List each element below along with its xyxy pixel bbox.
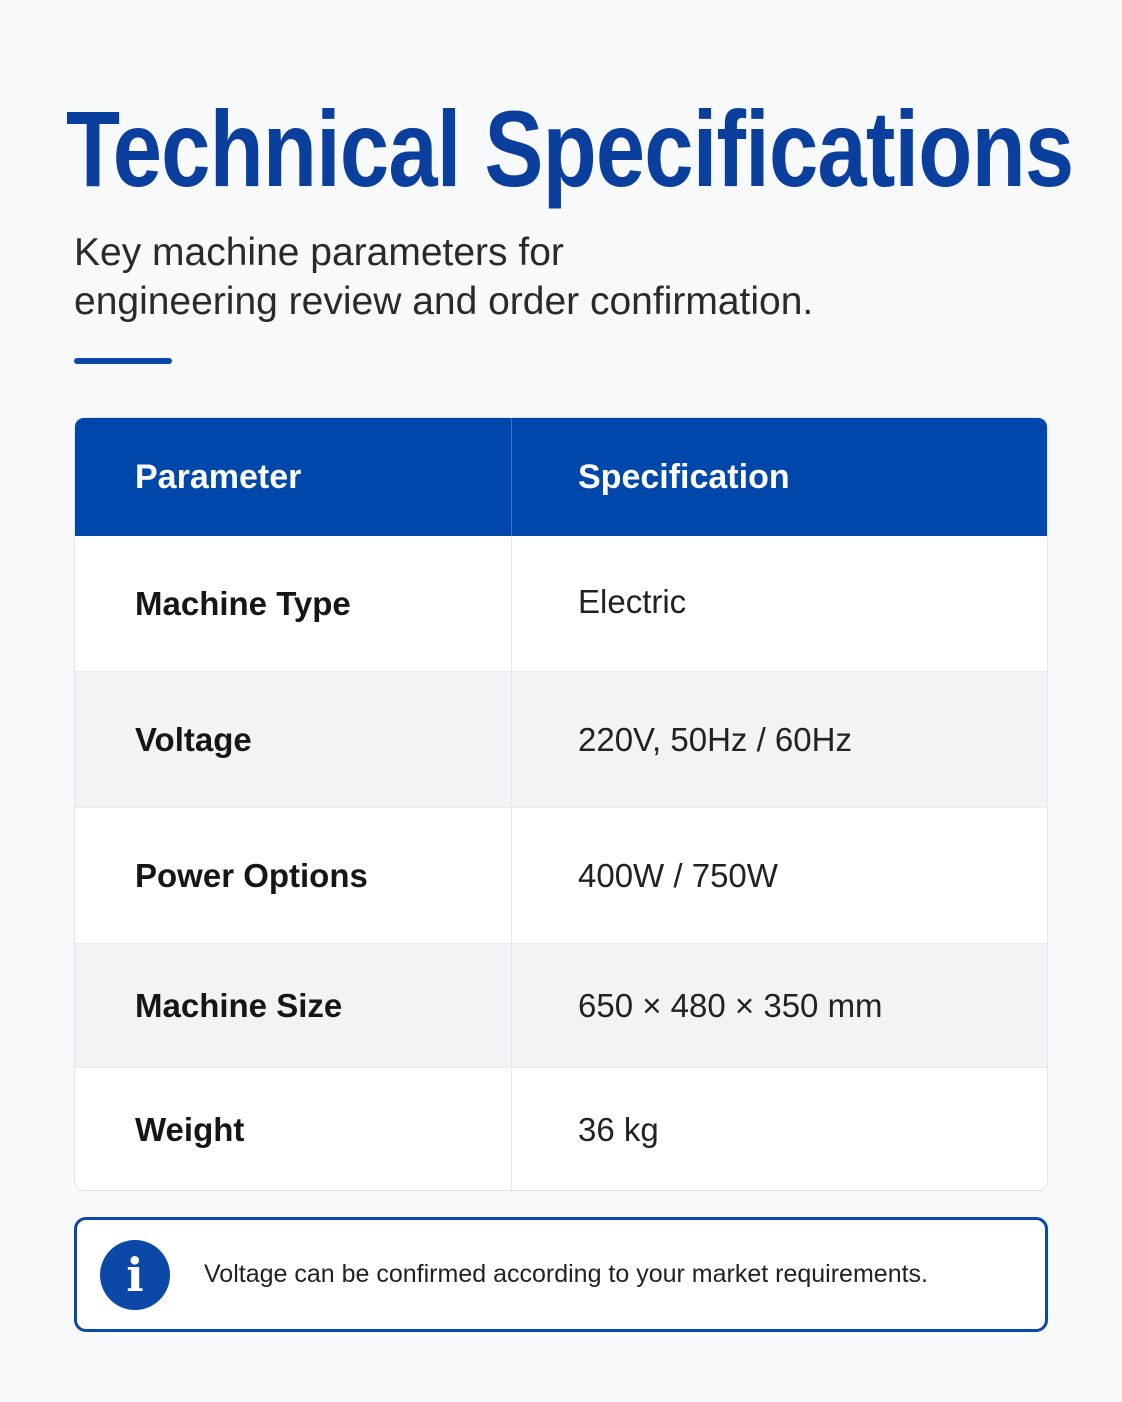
parameter-cell: Machine Size (75, 944, 512, 1067)
table-row (75, 672, 1048, 808)
subtitle-line: Key machine parameters for (74, 231, 564, 274)
specification-cell: Electric (578, 582, 687, 620)
parameter-cell: Voltage (75, 672, 512, 807)
info-icon-glyph: i (126, 1247, 144, 1302)
info-note (74, 1217, 1048, 1332)
column-header-specification: Specification (578, 457, 790, 496)
column-header-parameter: Parameter (75, 418, 512, 536)
specification-cell: 220V, 50Hz / 60Hz (578, 720, 852, 758)
subtitle-line: engineering review and order confirmation. (74, 280, 814, 323)
parameter-cell: Power Options (75, 808, 512, 943)
specification-cell: 36 kg (578, 1111, 659, 1148)
table-row (75, 808, 1048, 944)
parameter-cell: Weight (75, 1068, 512, 1191)
specification-cell: 400W / 750W (578, 856, 778, 894)
page-subtitle (74, 228, 974, 326)
table-row (75, 1068, 1048, 1191)
table-header-row (75, 418, 1048, 536)
page-title: Technical Specifications (66, 88, 1074, 209)
table-row (75, 944, 1048, 1068)
info-icon (100, 1240, 170, 1310)
specification-cell: 650 × 480 × 350 mm (578, 986, 883, 1024)
table-row (75, 536, 1048, 672)
spec-table (74, 417, 1048, 1191)
info-note-text: Voltage can be confirmed according to your market requirements. (204, 1260, 928, 1288)
accent-divider (74, 358, 172, 364)
parameter-cell: Machine Type (75, 536, 512, 671)
